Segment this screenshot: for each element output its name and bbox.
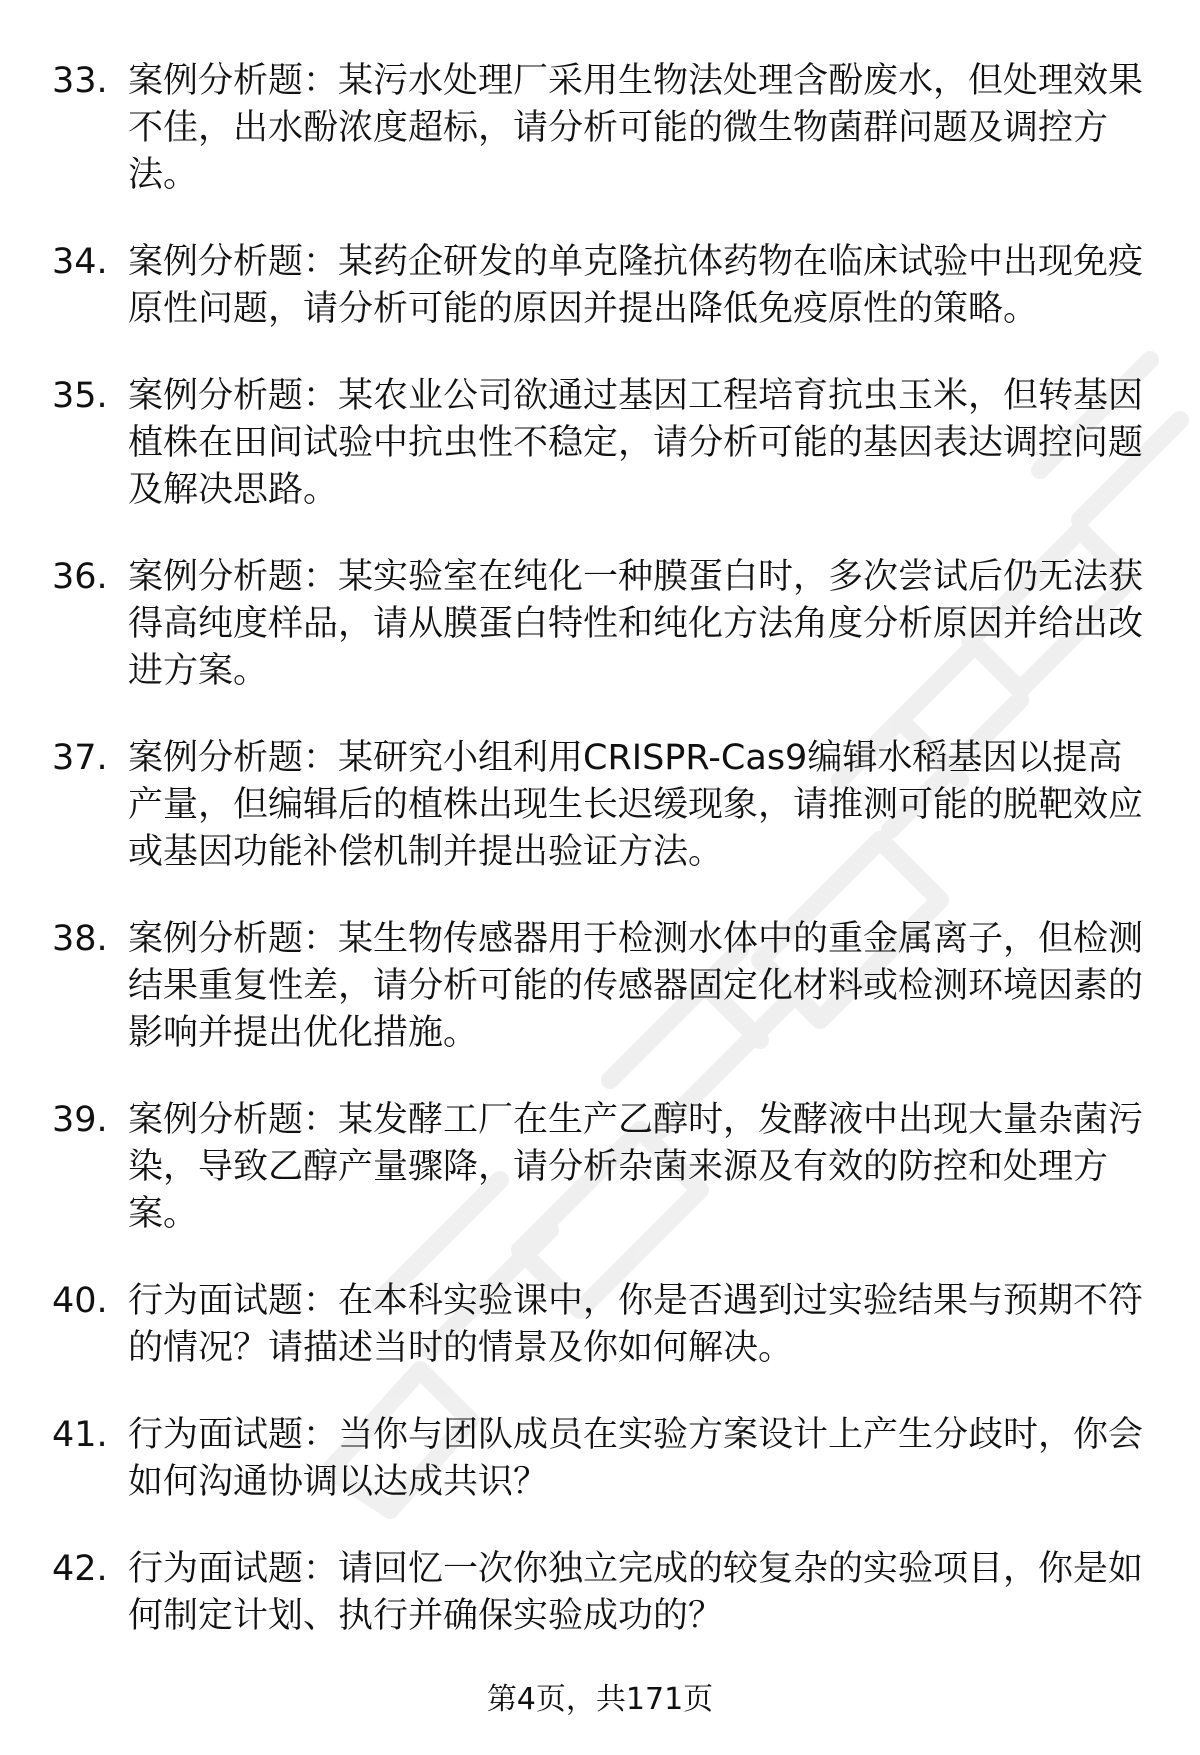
question-item (52, 1278, 1152, 1372)
question-text: 行为面试题：在本科实验课中，你是否遇到过实验结果与预期不符的情况？请描述当时的情景及你如何解决。 (128, 1281, 1144, 1368)
question-item (52, 916, 1152, 1057)
page-indicator: 第4页，共171页 (486, 1682, 714, 1717)
question-number: 34. (52, 242, 108, 282)
question-number: 41. (52, 1415, 108, 1455)
question-list (52, 58, 1152, 1680)
question-text: 行为面试题：当你与团队成员在实验方案设计上产生分歧时，你会如何沟通协调以达成共识？ (128, 1415, 1144, 1502)
question-text: 案例分析题：某实验室在纯化一种膜蛋白时，多次尝试后仍无法获得高纯度样品，请从膜蛋白特性和纯化方法角度分析原因并给出改进方案。 (128, 557, 1144, 691)
question-text: 案例分析题：某农业公司欲通过基因工程培育抗虫玉米，但转基因植株在田间试验中抗虫性不稳定，请分析可能的基因表达调控问题及解决思路。 (128, 376, 1144, 510)
question-number: 35. (52, 376, 108, 416)
question-number: 39. (52, 1100, 108, 1140)
question-number: 42. (52, 1549, 108, 1589)
question-item (52, 1412, 1152, 1506)
question-text: 案例分析题：某研究小组利用CRISPR-Cas9编辑水稻基因以提高产量，但编辑后的植株出现生长迟缓现象，请推测可能的脱靶效应或基因功能补偿机制并提出验证方法。 (128, 738, 1144, 872)
question-text: 案例分析题：某发酵工厂在生产乙醇时，发酵液中出现大量杂菌污染，导致乙醇产量骤降，请分析杂菌来源及有效的防控和处理方案。 (128, 1100, 1144, 1234)
question-text: 案例分析题：某污水处理厂采用生物法处理含酚废水，但处理效果不佳，出水酚浓度超标，请分析可能的微生物菌群问题及调控方法。 (128, 61, 1144, 195)
question-number: 40. (52, 1281, 108, 1321)
question-item (52, 58, 1152, 199)
question-number: 36. (52, 557, 108, 597)
question-number: 33. (52, 61, 108, 101)
question-text: 行为面试题：请回忆一次你独立完成的较复杂的实验项目，你是如何制定计划、执行并确保实验成功的？ (128, 1549, 1144, 1636)
question-item (52, 1097, 1152, 1238)
question-number: 38. (52, 919, 108, 959)
question-item (52, 554, 1152, 695)
question-item (52, 373, 1152, 514)
question-item (52, 1546, 1152, 1640)
question-item (52, 735, 1152, 876)
question-text: 案例分析题：某生物传感器用于检测水体中的重金属离子，但检测结果重复性差，请分析可能的传感器固定化材料或检测环境因素的影响并提出优化措施。 (128, 919, 1144, 1053)
question-text: 案例分析题：某药企研发的单克隆抗体药物在临床试验中出现免疫原性问题，请分析可能的原因并提出降低免疫原性的策略。 (128, 242, 1144, 329)
question-number: 37. (52, 738, 108, 778)
question-item (52, 239, 1152, 333)
